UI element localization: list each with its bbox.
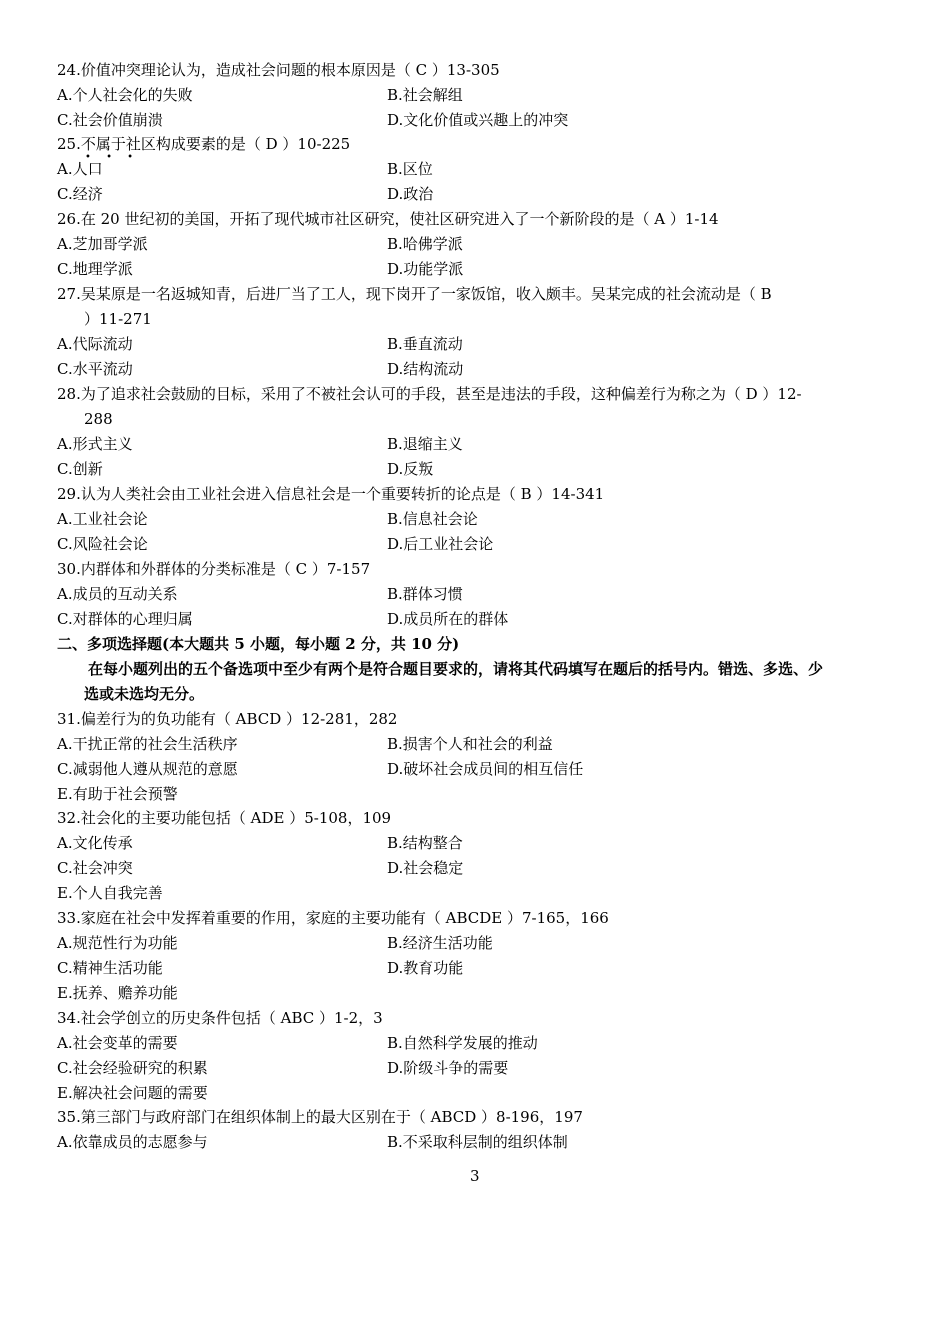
text-line: C.风险社会论 — [57, 535, 148, 553]
text-line: C.对群体的心理归属 — [57, 610, 193, 628]
text-line: A.依靠成员的志愿参与 — [57, 1133, 208, 1151]
text-line: D.结构流动 — [387, 360, 464, 378]
text-line: A.规范性行为功能 — [57, 934, 178, 952]
text-line: 选或未选均无分。 — [84, 685, 205, 703]
text-line: D.阶级斗争的需要 — [387, 1059, 509, 1077]
text-line: E.抚养、赡养功能 — [57, 984, 178, 1002]
text-line: B.退缩主义 — [387, 435, 463, 453]
text-line: B.哈佛学派 — [387, 235, 463, 253]
text-line: A.成员的互动关系 — [57, 585, 178, 603]
text-line: 25.不属于社区构成要素的是（ D ）10-225 — [57, 135, 351, 153]
text-line: D.教育功能 — [387, 959, 464, 977]
text-line: A.干扰正常的社会生活秩序 — [57, 735, 238, 753]
text-line: A.工业社会论 — [57, 510, 148, 528]
text-line: A.文化传承 — [57, 834, 133, 852]
text-line: B.社会解组 — [387, 86, 463, 104]
text-line: B.不采取科层制的组织体制 — [387, 1133, 568, 1151]
text-line: D.破坏社会成员间的相互信任 — [387, 760, 584, 778]
text-line: B.垂直流动 — [387, 335, 463, 353]
text-line: 34.社会学创立的历史条件包括（ ABC ）1-2，3 — [57, 1009, 383, 1027]
text-line: C.地理学派 — [57, 260, 133, 278]
text-line: 24.价值冲突理论认为，造成社会问题的根本原因是（ C ）13-305 — [57, 61, 500, 79]
text-line: 在每小题列出的五个备选项中至少有两个是符合题目要求的，请将其代码填写在题后的括号内。错选、多选、少 — [88, 660, 824, 678]
text-line: D.后工业社会论 — [387, 535, 494, 553]
text-line: E.有助于社会预警 — [57, 785, 178, 803]
text-line: A.代际流动 — [57, 335, 133, 353]
text-line: A.芝加哥学派 — [57, 235, 148, 253]
text-line: B.信息社会论 — [387, 510, 478, 528]
text-line: B.经济生活功能 — [387, 934, 493, 952]
text-line: 28.为了追求社会鼓励的目标，采用了不被社会认可的手段，甚至是违法的手段，这种偏差行为称之为（ D ）12- — [57, 385, 802, 403]
text-line: A.社会变革的需要 — [57, 1034, 178, 1052]
text-line: C.精神生活功能 — [57, 959, 163, 977]
text-line: 二、多项选择题(本大题共 5 小题，每小题 2 分，共 10 分) — [57, 635, 460, 653]
text-line: ）11-271 — [84, 310, 152, 328]
text-line: D.社会稳定 — [387, 859, 464, 877]
text-line: A.形式主义 — [57, 435, 133, 453]
text-line: C.经济 — [57, 185, 103, 203]
emphasis-dots: • • • — [85, 152, 140, 163]
text-line: C.创新 — [57, 460, 103, 478]
text-line: B.自然科学发展的推动 — [387, 1034, 538, 1052]
text-line: 29.认为人类社会由工业社会进入信息社会是一个重要转折的论点是（ B ）14-341 — [57, 485, 605, 503]
text-line: E.解决社会问题的需要 — [57, 1084, 208, 1102]
text-line: 35.第三部门与政府部门在组织体制上的最大区别在于（ ABCD ）8-196，197 — [57, 1108, 583, 1126]
text-line: C.社会经验研究的积累 — [57, 1059, 208, 1077]
text-line: B.区位 — [387, 160, 433, 178]
text-line: 30.内群体和外群体的分类标准是（ C ）7-157 — [57, 560, 371, 578]
text-line: C.水平流动 — [57, 360, 133, 378]
text-line: A.人口 — [57, 160, 103, 178]
text-line: D.功能学派 — [387, 260, 464, 278]
text-line: B.结构整合 — [387, 834, 463, 852]
text-line: C.减弱他人遵从规范的意愿 — [57, 760, 238, 778]
text-line: 27.吴某原是一名返城知青，后进厂当了工人，现下岗开了一家饭馆，收入颇丰。吴某完成的社会流动是（ B — [57, 285, 772, 303]
text-line: D.反叛 — [387, 460, 434, 478]
text-line: 31.偏差行为的负功能有（ ABCD ）12-281，282 — [57, 710, 398, 728]
text-line: D.成员所在的群体 — [387, 610, 509, 628]
text-line: D.文化价值或兴趣上的冲突 — [387, 111, 569, 129]
text-line: 32.社会化的主要功能包括（ ADE ）5-108，109 — [57, 809, 392, 827]
text-line: 26.在 20 世纪初的美国，开拓了现代城市社区研究，使社区研究进入了一个新阶段的是（ A ）1-14 — [57, 210, 719, 228]
page-number: 3 — [470, 1167, 480, 1185]
text-line: B.损害个人和社会的利益 — [387, 735, 553, 753]
text-line: 288 — [84, 410, 113, 428]
text-line: C.社会冲突 — [57, 859, 133, 877]
text-line: D.政治 — [387, 185, 434, 203]
text-line: B.群体习惯 — [387, 585, 463, 603]
text-line: 33.家庭在社会中发挥着重要的作用，家庭的主要功能有（ ABCDE ）7-165，166 — [57, 909, 609, 927]
text-line: E.个人自我完善 — [57, 884, 163, 902]
text-line: C.社会价值崩溃 — [57, 111, 163, 129]
text-line: A.个人社会化的失败 — [57, 86, 193, 104]
